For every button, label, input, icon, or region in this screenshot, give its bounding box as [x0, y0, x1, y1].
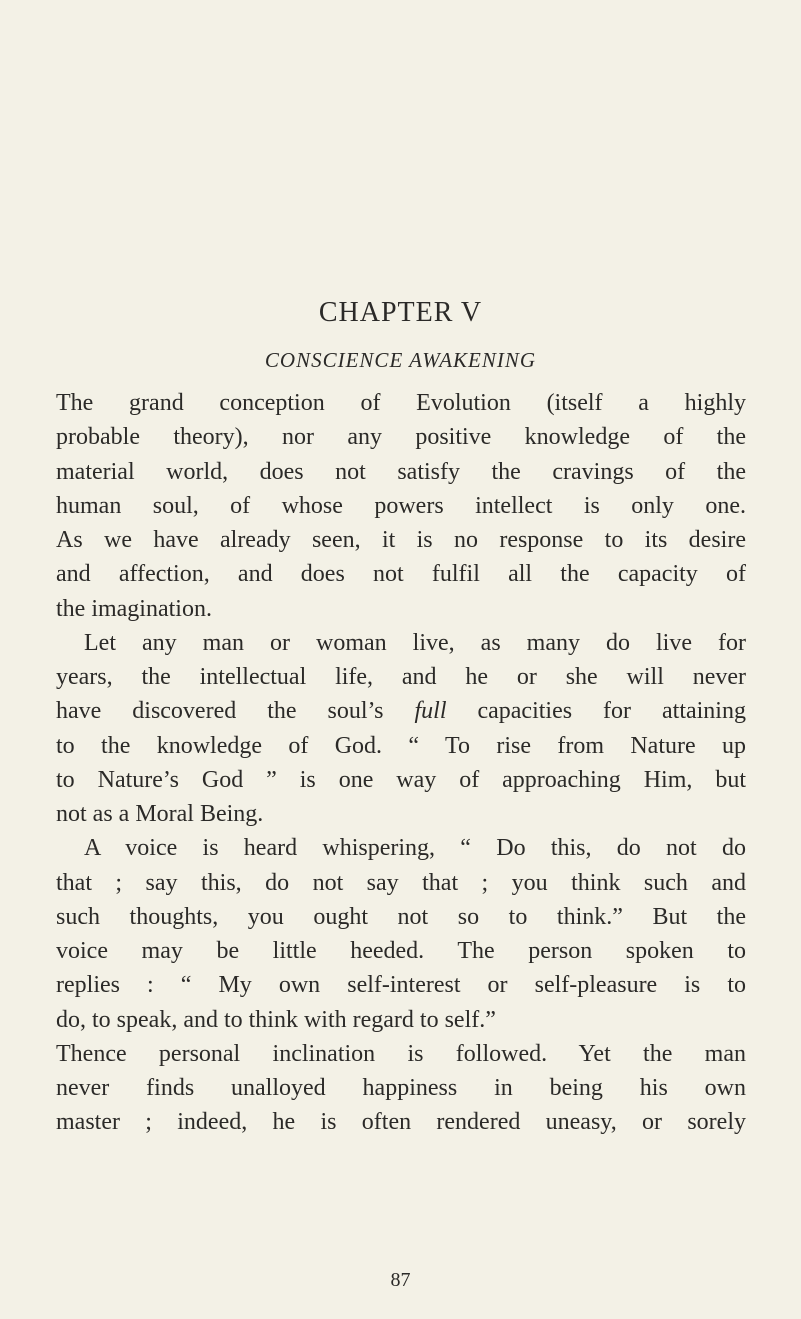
text-line: A voice is heard whispering, “ Do this, do not do: [84, 835, 746, 862]
chapter-subtitle: CONSCIENCE AWAKENING: [264, 348, 537, 372]
text-line: to the knowledge of God. “ To rise from Nature up: [56, 732, 746, 759]
text-line: years, the intellectual life, and he or she will never: [56, 664, 746, 690]
text-line: The grand conception of Evolution (itself a highly: [56, 390, 746, 416]
text-line: not as a Moral Being.: [56, 801, 264, 827]
page-number: 87: [390, 1269, 411, 1291]
text-line: to Nature’s God ” is one way of approaching Him, but: [56, 766, 746, 793]
text-line: Thence personal inclination is followed. Yet the man: [56, 1040, 746, 1067]
text-line: such thoughts, you ought not so to think.” But the: [56, 903, 746, 930]
text-line: never finds unalloyed happiness in being his own: [56, 1075, 746, 1101]
text-line: and affection, and does not fulfil all the capacity of: [56, 561, 746, 588]
text-line: do, to speak, and to think with regard to self.”: [56, 1006, 496, 1033]
chapter-title: CHAPTER V: [318, 297, 483, 328]
text-line: As we have already seen, it is no response to its desire: [56, 527, 746, 553]
body-text: [56, 386, 746, 1140]
text-line: replies : “ My own self-interest or self-pleasure is to: [56, 972, 746, 999]
text-line: human soul, of whose powers intellect is only one.: [56, 492, 746, 519]
text-line: material world, does not satisfy the cravings of the: [56, 458, 746, 485]
text-line: have discovered the soul’s full capacities for attaining: [56, 698, 746, 725]
text-line: probable theory), nor any positive knowledge of the: [56, 424, 746, 451]
text-line: the imagination.: [56, 595, 212, 622]
text-line: Let any man or woman live, as many do live for: [84, 629, 746, 656]
text-line: voice may be little heeded. The person spoken to: [56, 938, 746, 964]
text-line: master ; indeed, he is often rendered uneasy, or sorely: [56, 1109, 746, 1136]
text-line: that ; say this, do not say that ; you think such and: [56, 869, 746, 896]
